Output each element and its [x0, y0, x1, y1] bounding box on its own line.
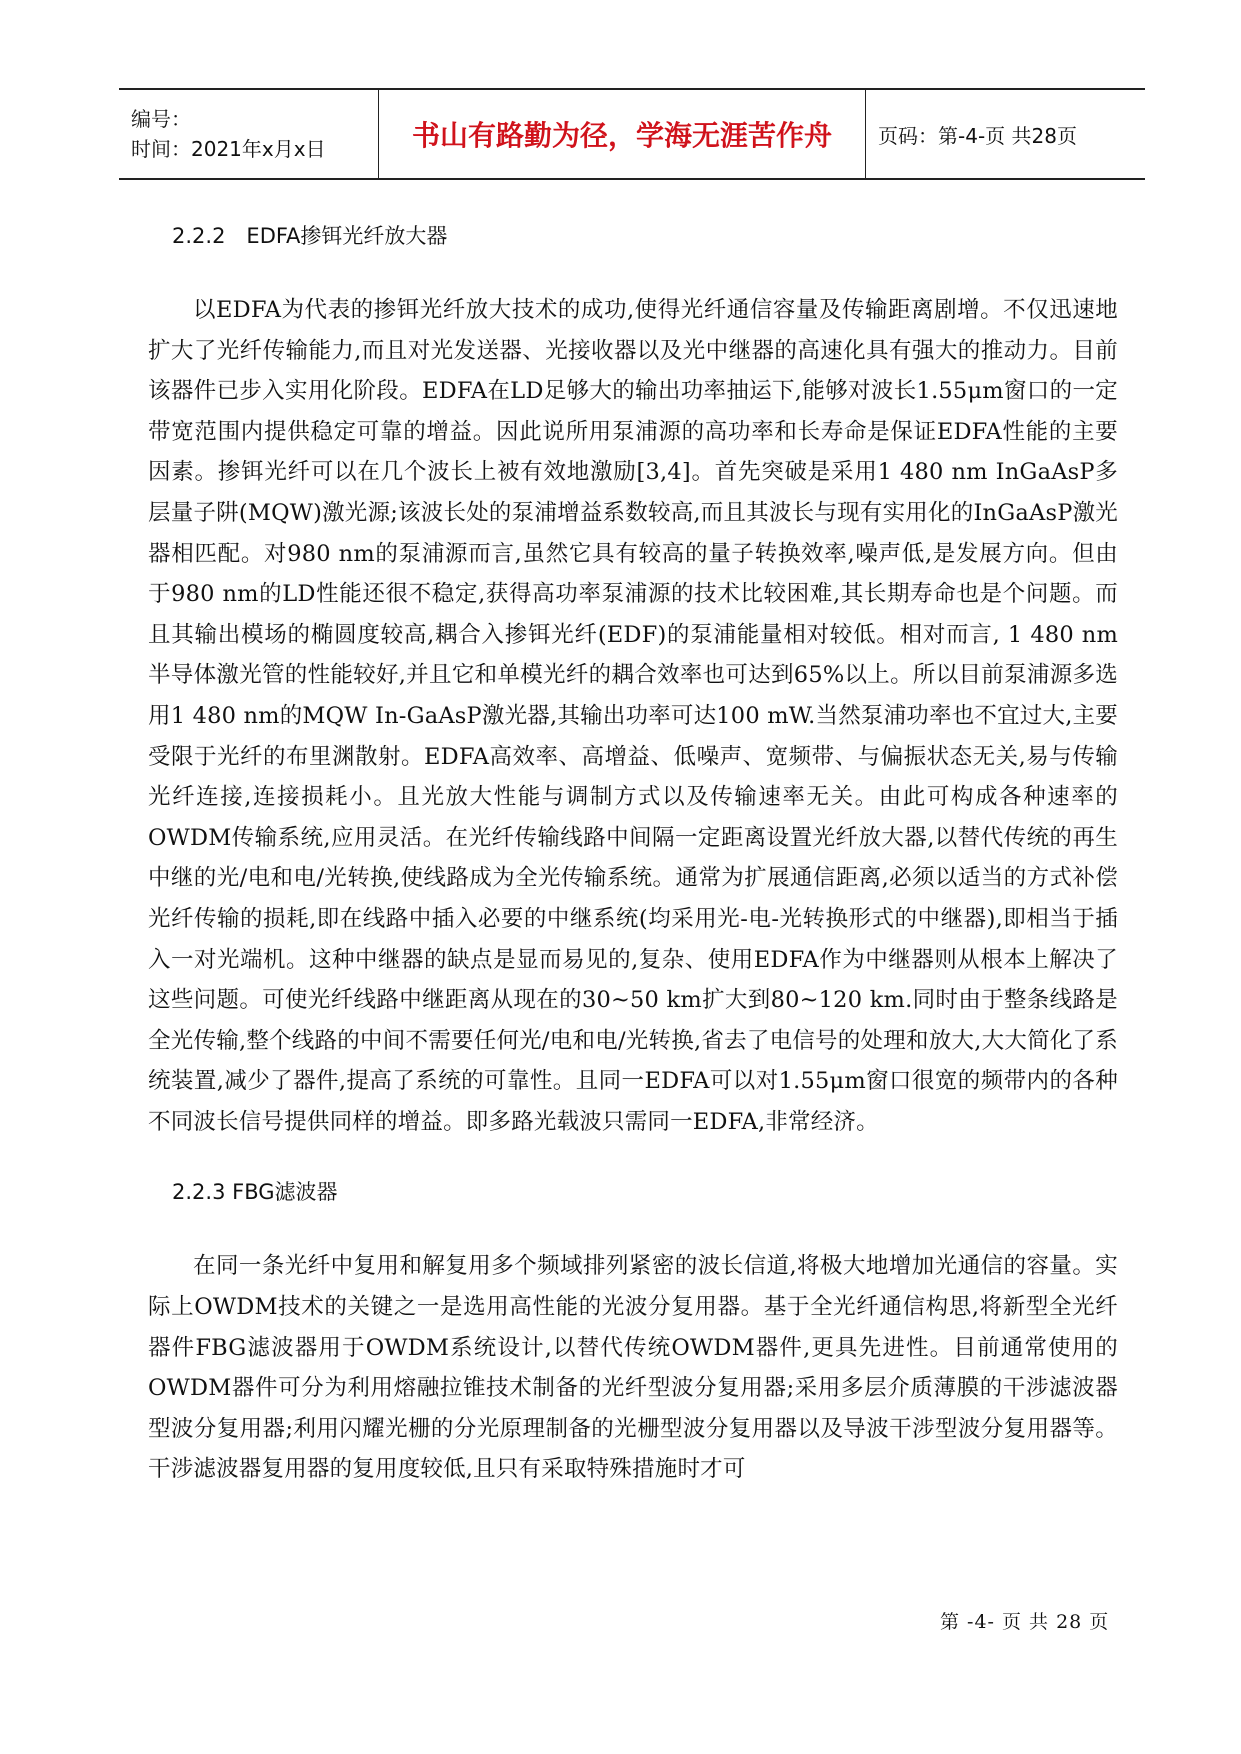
- section-title-edfa: 2.2.2 EDFA掺铒光纤放大器: [172, 224, 448, 248]
- document-body: [148, 216, 1118, 1490]
- section-title-fbg: 2.2.3 FBG滤波器: [172, 1180, 338, 1205]
- number-label: 编号：: [131, 107, 191, 131]
- header-table: [119, 88, 1145, 180]
- header-page-cell: [866, 90, 1145, 178]
- paragraph-edfa: 以EDFA为代表的掺铒光纤放大技术的成功,使得光纤通信容量及传输距离剧增。不仅迅速地扩大了光纤传输能力,而且对光发送器、光接收器以及光中继器的高速化具有强大的推动力。目前该器件已步入实用化阶段。EDFA在LD足够大的输出功率抽运下,能够对波长1.55μm窗口的一定带宽范围内提供稳定可靠的增益。因此说所用泵浦源的高功率和长寿命是保证EDFA性能的主要因素。掺铒光纤可以在几个波长上被有效地激励[3,4]。首先突破是采用1 480 nm InGaAsP多层量子阱(MQW)激光源;该波长处的泵浦增益系数较高,而且其波长与现有实用化的InGaAsP激光器相匹配。对980 nm的泵浦源而言,虽然它具有较高的量子转换效率,噪声低,是发展方向。但由于980 nm的LD性能还很不稳定,获得高功率泵浦源的技术比较困难,其长期寿命也是个问题。而且其输出模场的椭圆度较高,耦合入掺铒光纤(EDF)的泵浦能量相对较低。相对而言, 1 480 nm半导体激光管的性能较好,并且它和单模光纤的耦合效率也可达到65%以上。所以目前泵浦源多选用1 480 nm的MQW In-GaAsP激光器,其输出功率可达100 mW.当然泵浦功率也不宜过大,主要受限于光纤的布里渊散射。EDFA高效率、高增益、低噪声、宽频带、与偏振状态无关,易与传输光纤连接,连接损耗小。且光放大性能与调制方式以及传输速率无关。由此可构成各种速率的OWDM传输系统,应用灵活。在光纤传输线路中间隔一定距离设置光纤放大器,以替代传统的再生中继的光/电和电/光转换,使线路成为全光传输系统。通常为扩展通信距离,必须以适当的方式补偿光纤传输的损耗,即在线路中插入必要的中继系统(均采用光-电-光转换形式的中继器),即相当于插入一对光端机。这种中继器的缺点是显而易见的,复杂、使用EDFA作为中继器则从根本上解决了这些问题。可使光纤线路中继距离从现在的30~50 km扩大到80~120 km.同时由于整条线路是全光传输,整个线路的中间不需要任何光/电和电/光转换,省去了电信号的处理和放大,大大简化了系统装置,减少了器件,提高了系统的可靠性。且同一EDFA可以对1.55μm窗口很宽的频带内的各种不同波长信号提供同样的增益。即多路光载波只需同一EDFA,非常经济。: [148, 297, 1118, 1135]
- page-label: 页码：第-4-页 共28页: [878, 123, 1077, 148]
- paragraph-fbg: 在同一条光纤中复用和解复用多个频域排列紧密的波长信道,将极大地增加光通信的容量。实际上OWDM技术的关键之一是选用高性能的光波分复用器。基于全光纤通信构思,将新型全光纤器件FBG滤波器用于OWDM系统设计,以替代传统OWDM器件,更具先进性。目前通常使用的OWDM器件可分为利用熔融拉锥技术制备的光纤型波分复用器;采用多层介质薄膜的干涉滤波器型波分复用器;利用闪耀光栅的分光原理制备的光栅型波分复用器以及导波干涉型波分复用器等。干涉滤波器复用器的复用度较低,且只有采取特殊措施时才可: [148, 1253, 1118, 1483]
- header-motto-cell: [379, 90, 866, 178]
- page-footer: 第 -4- 页 共 28 页: [940, 1611, 1110, 1633]
- motto-text: 书山有路勤为径，学海无涯苦作舟: [411, 119, 832, 152]
- header-meta-cell: [119, 90, 379, 178]
- time-label: 时间：2021年x月x日: [131, 137, 326, 161]
